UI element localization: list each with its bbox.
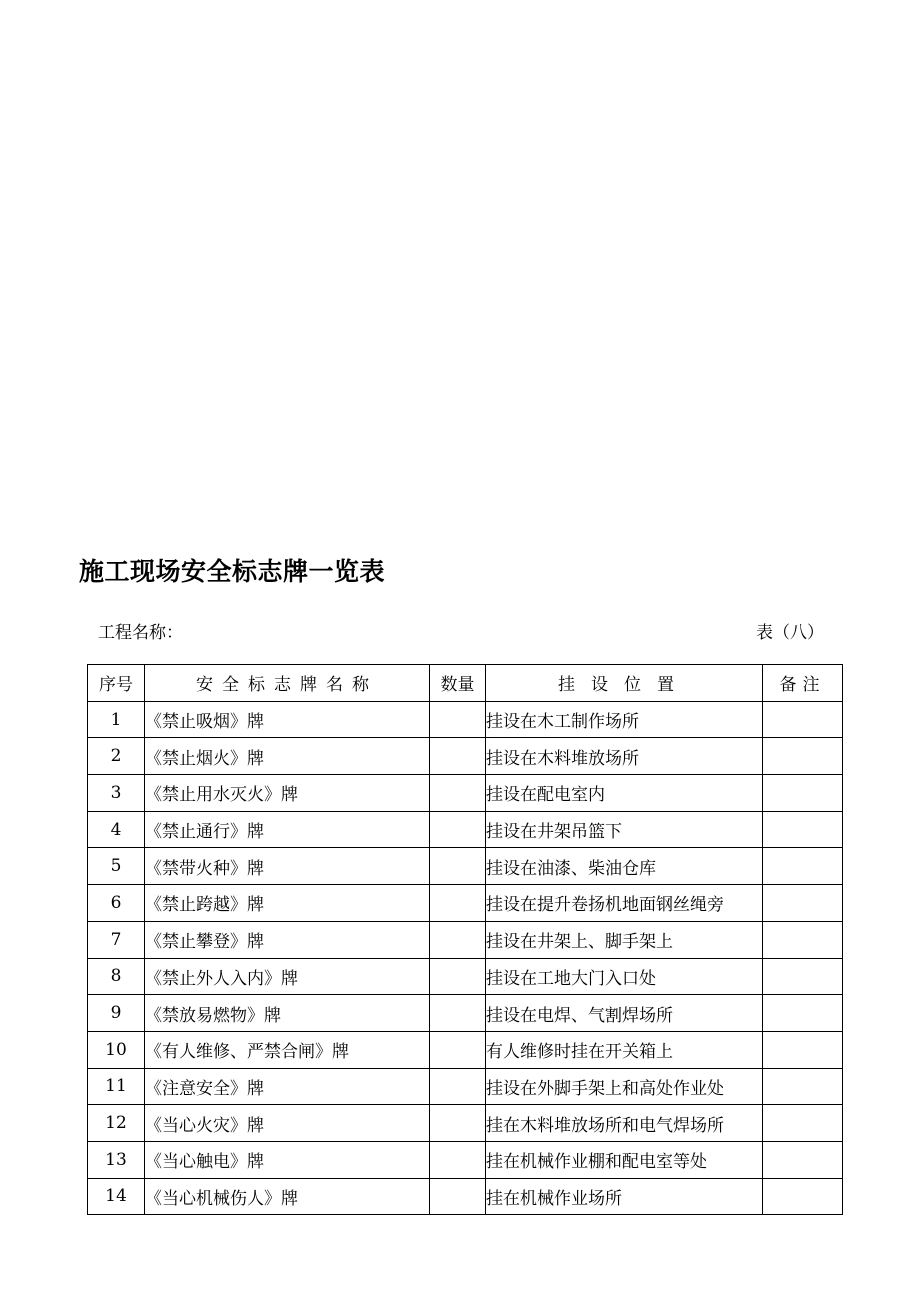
table-row — [88, 738, 843, 775]
row-note — [763, 958, 843, 995]
row-index: 14 — [88, 1178, 145, 1215]
page-title: 施工现场安全标志牌一览表 — [79, 557, 386, 586]
table-row — [88, 701, 843, 738]
row-location: 挂设在提升卷扬机地面钢丝绳旁 — [486, 885, 763, 922]
row-index: 10 — [88, 1031, 145, 1068]
row-sign-name: 《禁止攀登》牌 — [145, 921, 430, 958]
row-note — [763, 1141, 843, 1178]
row-location: 挂设在井架吊篮下 — [486, 811, 763, 848]
row-sign-name: 《禁带火种》牌 — [145, 848, 430, 885]
row-quantity — [430, 811, 486, 848]
row-index: 5 — [88, 848, 145, 885]
row-sign-name: 《注意安全》牌 — [145, 1068, 430, 1105]
row-note — [763, 848, 843, 885]
row-sign-name: 《有人维修、严禁合闸》牌 — [145, 1031, 430, 1068]
row-sign-name: 《禁止跨越》牌 — [145, 885, 430, 922]
row-location: 挂在机械作业棚和配电室等处 — [486, 1141, 763, 1178]
row-quantity — [430, 1141, 486, 1178]
row-sign-name: 《禁止外人入内》牌 — [145, 958, 430, 995]
row-quantity — [430, 995, 486, 1032]
row-index: 8 — [88, 958, 145, 995]
row-index: 11 — [88, 1068, 145, 1105]
table-row — [88, 995, 843, 1032]
row-note — [763, 811, 843, 848]
table-row — [88, 848, 843, 885]
row-location: 挂设在油漆、柴油仓库 — [486, 848, 763, 885]
row-quantity — [430, 1105, 486, 1142]
row-quantity — [430, 1178, 486, 1215]
table-row — [88, 885, 843, 922]
row-quantity — [430, 848, 486, 885]
row-sign-name: 《禁放易燃物》牌 — [145, 995, 430, 1032]
row-quantity — [430, 1031, 486, 1068]
table-header-row — [88, 665, 843, 702]
table-row — [88, 1178, 843, 1215]
row-index: 3 — [88, 775, 145, 812]
row-sign-name: 《禁止烟火》牌 — [145, 738, 430, 775]
project-name-label: 工程名称： — [98, 623, 183, 643]
row-quantity — [430, 921, 486, 958]
row-location: 有人维修时挂在开关箱上 — [486, 1031, 763, 1068]
table-body — [88, 701, 843, 1215]
row-quantity — [430, 958, 486, 995]
row-index: 2 — [88, 738, 145, 775]
row-quantity — [430, 885, 486, 922]
row-location: 挂设在电焊、气割焊场所 — [486, 995, 763, 1032]
row-location: 挂设在外脚手架上和高处作业处 — [486, 1068, 763, 1105]
table-number-label: 表（八） — [756, 623, 824, 643]
row-index: 9 — [88, 995, 145, 1032]
row-sign-name: 《禁止吸烟》牌 — [145, 701, 430, 738]
row-index: 12 — [88, 1105, 145, 1142]
table-row — [88, 775, 843, 812]
row-location: 挂设在工地大门入口处 — [486, 958, 763, 995]
row-sign-name: 《当心机械伤人》牌 — [145, 1178, 430, 1215]
row-note — [763, 995, 843, 1032]
row-note — [763, 885, 843, 922]
row-location: 挂设在木工制作场所 — [486, 701, 763, 738]
row-note — [763, 921, 843, 958]
row-sign-name: 《当心火灾》牌 — [145, 1105, 430, 1142]
row-index: 6 — [88, 885, 145, 922]
row-index: 13 — [88, 1141, 145, 1178]
table-row — [88, 1105, 843, 1142]
header-sign-name: 安全标志牌名称 — [145, 665, 430, 702]
table-row — [88, 811, 843, 848]
row-index: 1 — [88, 701, 145, 738]
table-row — [88, 958, 843, 995]
row-location: 挂设在井架上、脚手架上 — [486, 921, 763, 958]
row-quantity — [430, 701, 486, 738]
row-index: 7 — [88, 921, 145, 958]
table-row — [88, 1031, 843, 1068]
header-location: 挂设位置 — [486, 665, 763, 702]
row-sign-name: 《禁止用水灭火》牌 — [145, 775, 430, 812]
row-sign-name: 《禁止通行》牌 — [145, 811, 430, 848]
row-location: 挂设在配电室内 — [486, 775, 763, 812]
row-location: 挂在机械作业场所 — [486, 1178, 763, 1215]
row-quantity — [430, 1068, 486, 1105]
row-index: 4 — [88, 811, 145, 848]
header-note: 备注 — [763, 665, 843, 702]
row-note — [763, 1178, 843, 1215]
row-quantity — [430, 738, 486, 775]
row-note — [763, 738, 843, 775]
table-row — [88, 1141, 843, 1178]
row-note — [763, 1031, 843, 1068]
row-note — [763, 1068, 843, 1105]
row-quantity — [430, 775, 486, 812]
table-row — [88, 921, 843, 958]
row-location: 挂设在木料堆放场所 — [486, 738, 763, 775]
row-location: 挂在木料堆放场所和电气焊场所 — [486, 1105, 763, 1142]
header-index: 序号 — [88, 665, 145, 702]
row-note — [763, 775, 843, 812]
row-sign-name: 《当心触电》牌 — [145, 1141, 430, 1178]
row-note — [763, 1105, 843, 1142]
table-row — [88, 1068, 843, 1105]
safety-sign-table — [87, 664, 843, 1215]
row-note — [763, 701, 843, 738]
header-quantity: 数量 — [430, 665, 486, 702]
